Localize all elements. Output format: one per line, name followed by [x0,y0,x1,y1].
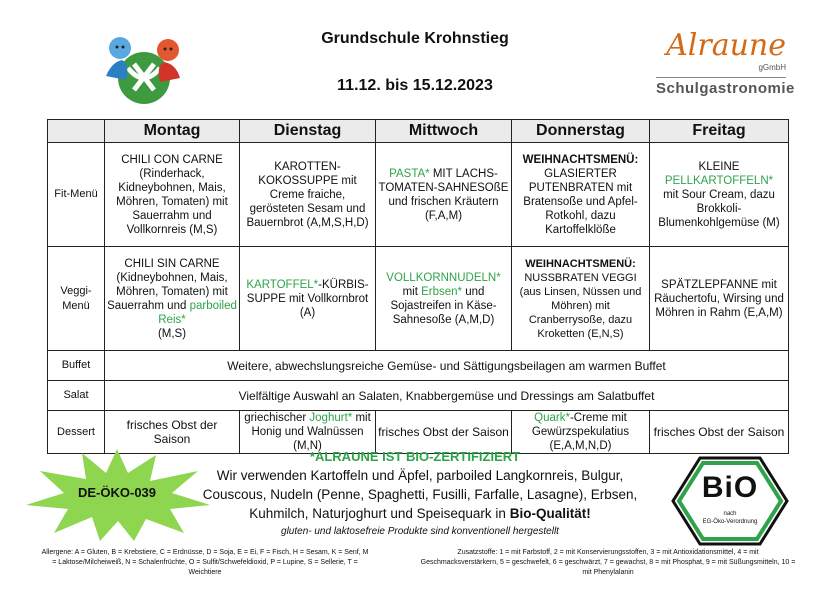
table-header-row [48,120,789,143]
buffet-label: Buffet [48,351,105,381]
bio-quality: Bio-Qualität! [509,506,591,521]
fit-menu-label: Fit-Menü [48,143,105,247]
veggi-mon-bio: parboiled Reis* [158,299,237,326]
dessert-tue-text: mit Honig und Walnüssen (M,N) [251,412,371,452]
day-header-thu: Donnerstag [512,120,650,143]
veggi-thu [512,247,650,351]
oeko-code: DE-ÖKO-039 [77,485,157,500]
veggi-mon-allergens: (M,S) [157,327,187,340]
additive-legend: Zusatzstoffe: 1 = mit Farbstoff, 2 = mit Konservierungsstoffen, 3 = mit Antioxidationsmittel, 4 = mit Geschmacksverstärkern, 5 = geschwefelt, 6 = geschwärzt, 7 = gewachst, 8 = mit Phosphat, 9 = mit Süßungsmitteln, 10 = mit Phenylalanin [420,549,796,576]
bio-seal-sub2: EG-Öko-Verordnung [702,519,758,525]
salat-text: Vielfältige Auswahl an Salaten, Knabbergemüse und Dressings am Salatbuffet [105,381,789,411]
fit-wed-bio: PASTA* [389,167,430,180]
veggi-wed-text: und Sojastreifen in Käse-Sahnesoße (A,M,D) [390,285,497,326]
bio-certified-heading: *ALRAUNE IST BIO-ZERTIFIZIERT [309,449,521,464]
veggi-mon-text: CHILI SIN CARNE (Kidneybohnen, Mais, Möhren, Tomaten) mit Sauerrahm und [107,257,228,312]
salat-label: Salat [48,381,105,411]
fit-thu-text: GLASIERTER PUTENBRATEN mit Bratensoße und Apfel-Rotkohl, dazu Kartoffelklöße [523,167,638,236]
dessert-fri: frisches Obst der Saison [650,411,789,454]
date-range: 11.12. bis 15.12.2023 [337,77,493,94]
veggi-wed-mid: mit [402,285,418,298]
veggi-wed-bio1: VOLLKORNNUDELN* [386,271,501,284]
buffet-row [48,351,789,381]
alraune-logo [656,28,795,106]
fit-thu [512,143,650,247]
day-header-wed: Mittwoch [376,120,512,143]
fit-wed-text: MIT LACHS-TOMATEN-SAHNESOßE und frischen Kräutern (F,A,M) [378,167,509,222]
weekly-menu-table [47,119,789,454]
dessert-thu [512,411,650,454]
dessert-mon: frisches Obst der Saison [105,411,240,454]
fit-mon: CHILI CON CARNE (Rinderhack, Kidneybohnen, Mais, Möhren, Tomaten) mit Sauerrahm und Vollkornreis (M,S) [105,143,240,247]
fit-fri [650,143,789,247]
veggi-wed [376,247,512,351]
bio-seal-sub [670,510,790,526]
header-corner [48,120,105,143]
fit-fri-bio: PELLKARTOFFELN* [664,174,774,187]
day-header-mon: Montag [105,120,240,143]
bio-statement-text: Wir verwenden Kartoffeln und Äpfel, parboiled Langkornreis, Bulgur, Couscous, Nudeln (Penne, Spaghetti, Fusilli, Farfalle, Lasagne), Erbsen, Kuhmilch, Naturjoghurt und Speisequark in [202,468,638,521]
salat-row [48,381,789,411]
fit-fri-text: mit Sour Cream, dazu Brokkoli-Blumenkohlgemüse (M) [658,188,780,229]
fit-wed [376,143,512,247]
allergen-legend: Allergene: A = Gluten, B = Krebstiere, C = Erdnüsse, D = Soja, E = Ei, F = Fisch, H = Sesam, K = Senf, M = Laktose/Milcheiweiß, N = Schalenfrüchte, O = Sulfit/Schwefeldioxid, P = Lupine, S = Sellerie, T = Weichtiere [41,549,369,576]
veggi-thu-text: NUSSBRATEN VEGGI (aus Linsen, Nüssen und Möhren) mit Cranberrysoße, dazu Kroketten (E,N,S) [519,271,642,340]
dessert-wed: frisches Obst der Saison [376,411,512,454]
veggi-tue [240,247,376,351]
gluten-lactose-note: gluten- und laktosefreie Produkte sind konventionell hergestellt [281,526,559,537]
buffet-text: Weitere, abwechslungsreiche Gemüse- und Sättigungsbeilagen am warmen Buffet [105,351,789,381]
bio-seal-sub1: nach [723,511,737,517]
alraune-logo-word: Alraune [666,28,786,63]
day-header-tue: Dienstag [240,120,376,143]
fit-tue: KAROTTEN-KOKOSSUPPE mit Creme fraiche, gerösteten Sesam und Bauernbrot (A,M,S,H,D) [240,143,376,247]
veggi-thu-title: WEIHNACHTSMENÜ: [525,257,636,270]
alraune-logo-sub: gGmbH [758,63,786,72]
dessert-thu-bio: Quark* [534,412,570,424]
veggi-wed-bio2: Erbsen* [421,285,463,298]
oeko-starburst [22,447,212,543]
dessert-tue [240,411,376,454]
veggi-fri: SPÄTZLEPFANNE mit Räuchertofu, Wirsing und Möhren in Rahm (E,A,M) [650,247,789,351]
veggi-tue-text: -KÜRBIS-SUPPE mit Vollkornbrot (A) [246,278,369,319]
bio-seal [670,455,790,547]
bio-statement [200,466,640,523]
fit-thu-title: WEIHNACHTSMENÜ: [522,153,639,166]
dessert-label: Dessert [48,411,105,454]
dessert-tue-pre: griechischer [244,412,307,424]
fit-menu-row [48,143,789,247]
bio-seal-word: BiO [701,471,759,504]
school-title: Grundschule Krohnstieg [321,30,509,47]
veggi-tue-bio: KARTOFFEL* [246,278,319,291]
veggi-menu-label: Veggi-Menü [48,247,105,351]
alraune-logo-tag: Schulgastronomie [656,80,795,97]
fit-fri-pre: KLEINE [698,160,740,173]
day-header-fri: Freitag [650,120,789,143]
veggi-menu-row [48,247,789,351]
veggi-mon [105,247,240,351]
dessert-thu-text: -Creme mit Gewürzspekulatius (E,A,M,N,D) [531,412,630,452]
dessert-tue-bio: Joghurt* [309,412,353,424]
